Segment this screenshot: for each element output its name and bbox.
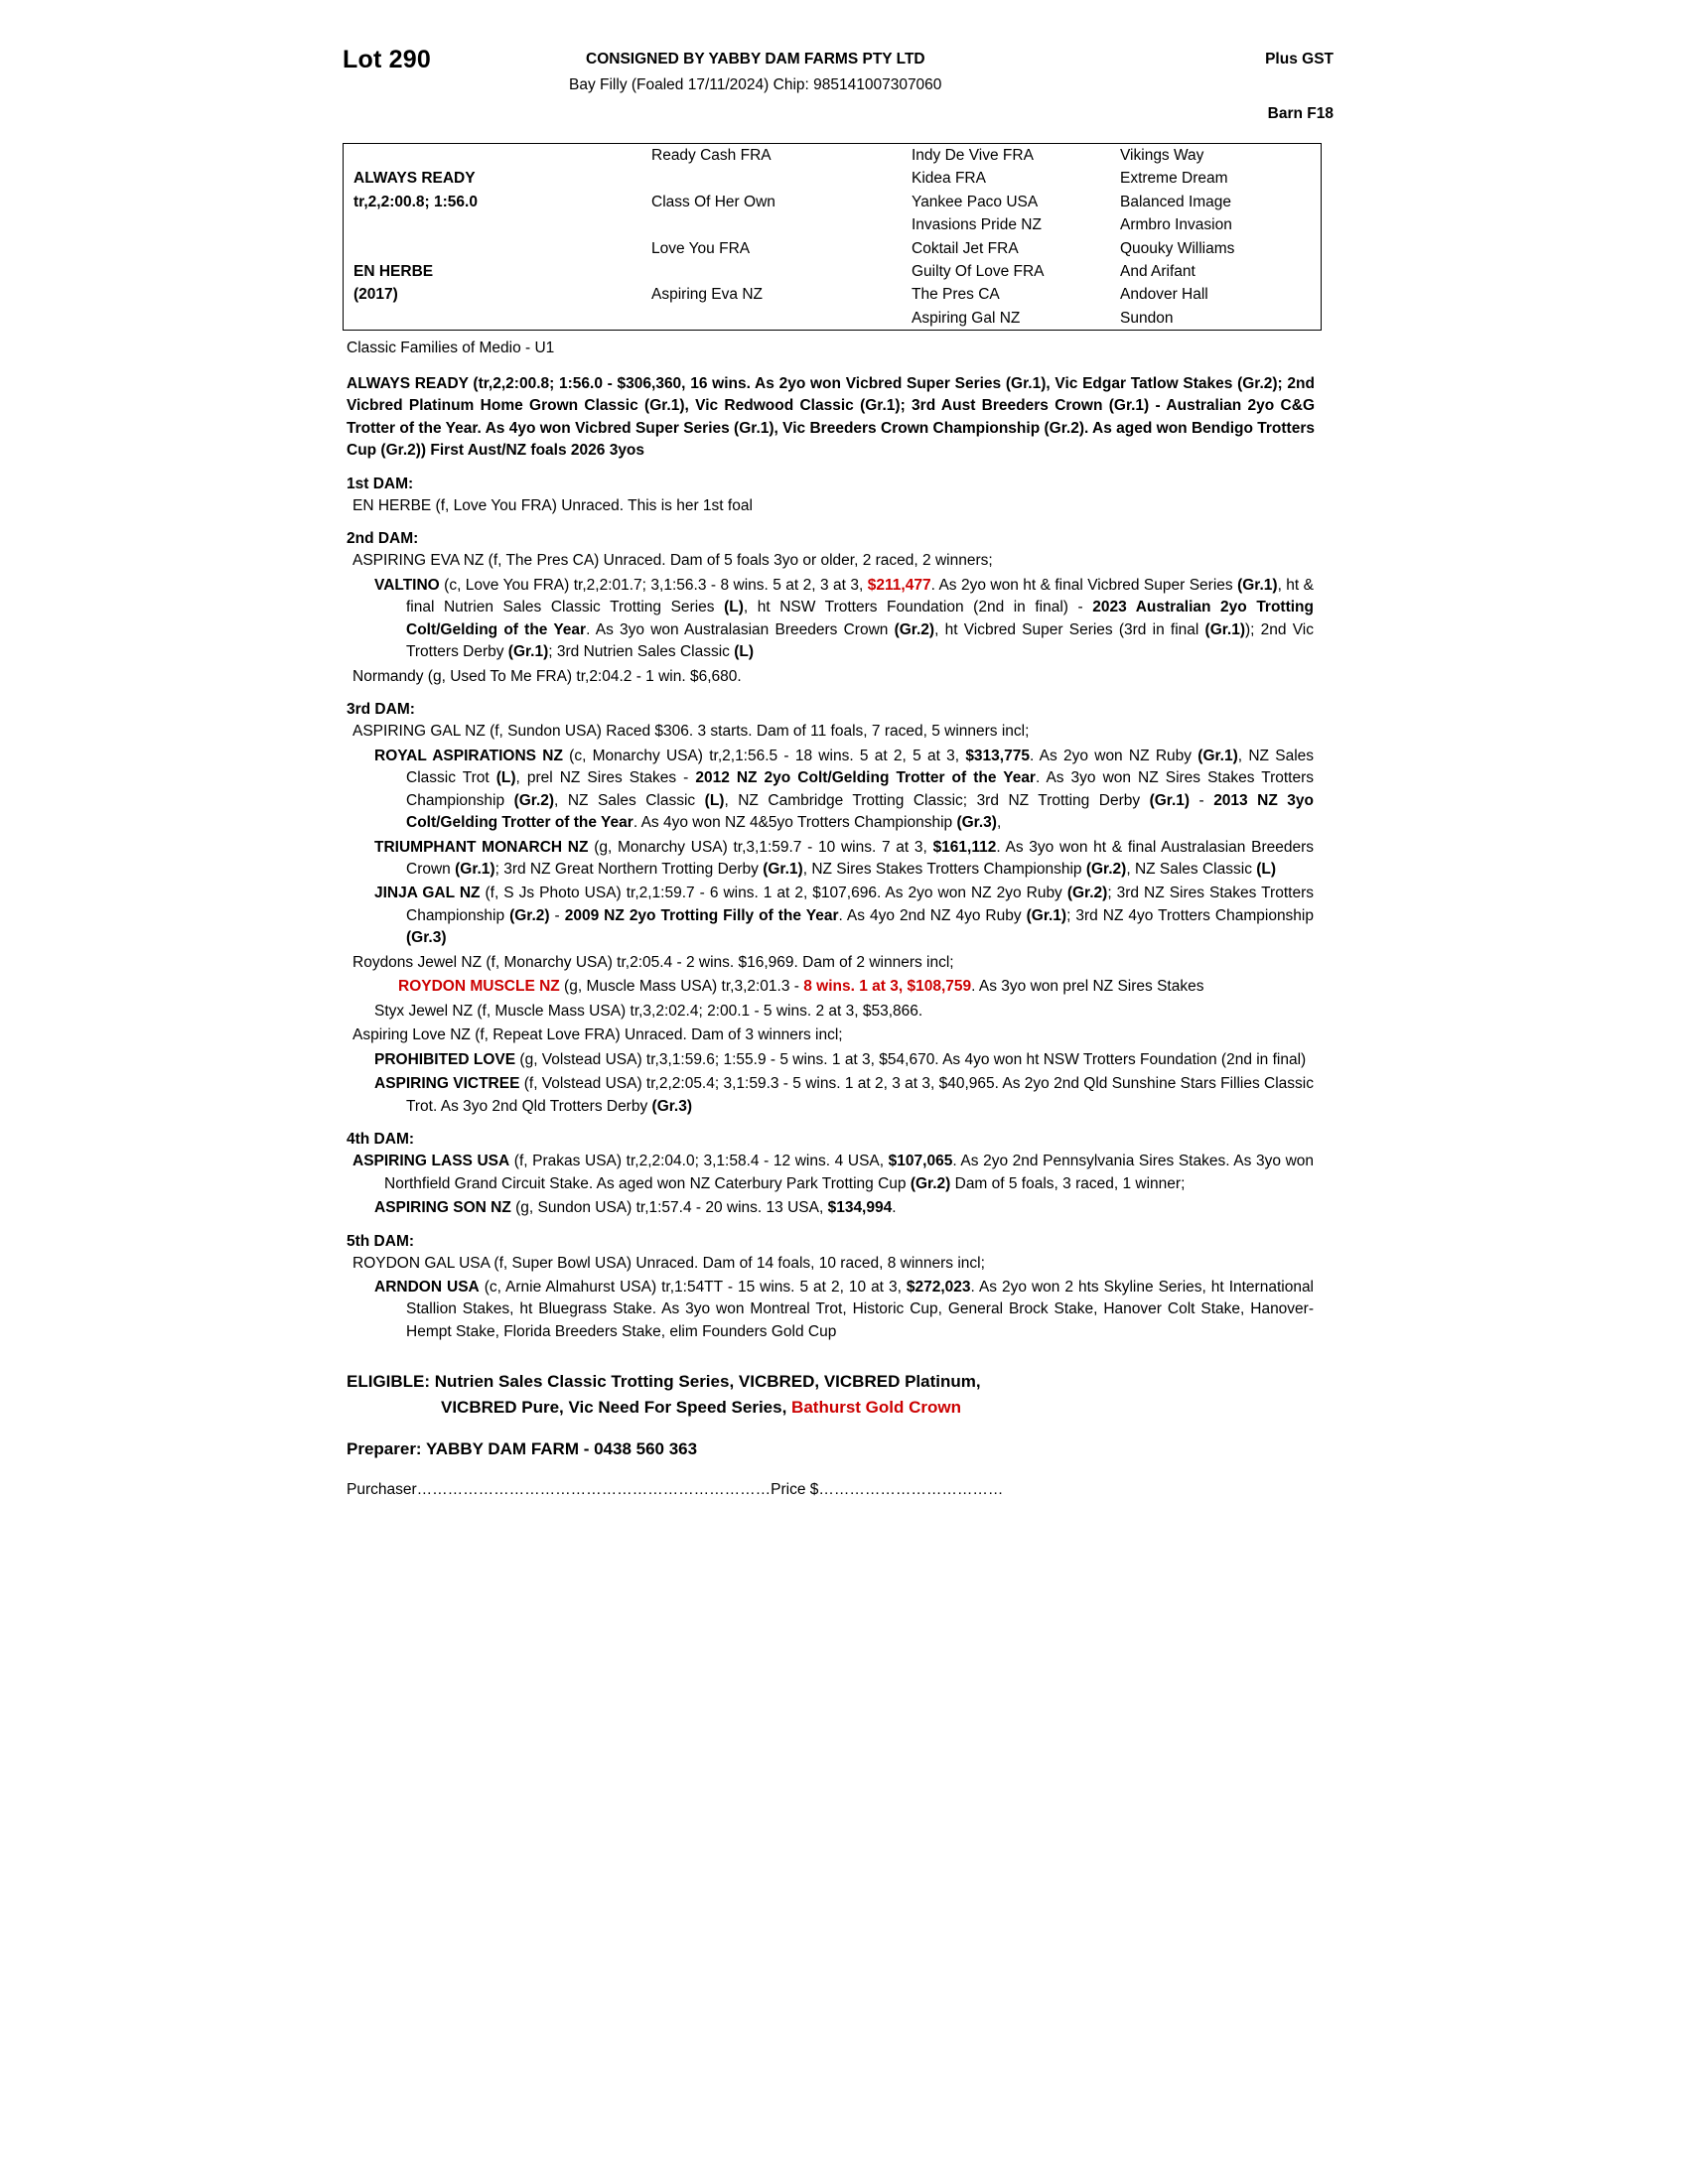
first-dam-heading: 1st DAM: (347, 475, 414, 492)
pedigree-cell-gen4: Vikings Way (1120, 147, 1204, 164)
progeny-aspiring-victree: ASPIRING VICTREE (f, Volstead USA) tr,2,2:05.4; 3,1:59.3 - 5 wins. 1 at 2, 3 at 3, $40,965. As 2yo 2nd Qld Sunshine Stars Fillies Classic Trot. As 3yo 2nd Qld Trotters Derby (Gr.3) (374, 1075, 1314, 1115)
pedigree-cell-gen2: Love You FRA (651, 239, 751, 257)
price-label: Price $ (771, 1481, 819, 1499)
fifth-dam-text: ROYDON GAL USA (f, Super Bowl USA) Unraced. Dam of 14 foals, 10 raced, 8 winners incl; (352, 1254, 985, 1272)
second-dam-heading: 2nd DAM: (347, 530, 419, 548)
fourth-dam-heading: 4th DAM: (347, 1131, 415, 1149)
pedigree-cell-gen2 (641, 167, 902, 190)
pedigree-cell-gen2: Ready Cash FRA (651, 147, 772, 164)
progeny-valtino: VALTINO (c, Love You FRA) tr,2,2:01.7; 3,1:56.3 - 8 wins. 5 at 2, 3 at 3, $211,477. As 2yo won ht & final Vicbred Super Series (Gr.1), ht & final Nutrien Sales Classic Trotting Series (L), ht NSW Trotters Foundation (2nd in final) - 2023 Australian 2yo Trotting Colt/Gelding of the Year. As 3yo won Australasian Breeders Crown (Gr.2), ht Vicbred Super Series (3rd in final (Gr.1)); 2nd Vic Trotters Derby (Gr.1); 3rd Nutrien Sales Classic (L) (374, 576, 1314, 661)
table-row (344, 191, 1348, 213)
pedigree-cell-sire-line: tr,2,2:00.8; 1:56.0 (353, 193, 478, 210)
pedigree-cell-gen3: Aspiring Gal NZ (912, 309, 1021, 327)
pedigree-cell-gen2 (641, 213, 902, 236)
pedigree-cell-gen3: Guilty Of Love FRA (912, 262, 1045, 280)
pedigree-cell-gen4: Armbro Invasion (1120, 216, 1232, 234)
pedigree-cell-dam-line (344, 307, 641, 330)
progeny-jinja-gal: JINJA GAL NZ (f, S Js Photo USA) tr,2,1:59.7 - 6 wins. 1 at 2, $107,696. As 2yo won NZ 2yo Ruby (Gr.2); 3rd NZ Sires Stakes Trotters Championship (Gr.2) - 2009 NZ 2yo Trotting Filly of the Year. As 4yo 2nd NZ 4yo Ruby (Gr.1); 3rd NZ 4yo Trotters Championship (Gr.3) (374, 885, 1314, 947)
purchaser-line (347, 1481, 1345, 1499)
progeny-name: ROYAL ASPIRATIONS NZ (374, 747, 563, 764)
progeny-aspiring-love: Aspiring Love NZ (f, Repeat Love FRA) Unraced. Dam of 3 winners incl; (352, 1026, 843, 1044)
progeny-name: ASPIRING VICTREE (374, 1075, 520, 1093)
fifth-dam-heading: 5th DAM: (347, 1232, 415, 1250)
progeny-aspiring-son: ASPIRING SON NZ (g, Sundon USA) tr,1:57.4 - 20 wins. 13 USA, $134,994. (374, 1199, 897, 1217)
table-row (344, 167, 1348, 190)
earnings-highlight: $211,477 (867, 576, 931, 594)
lot-number: Lot 290 (343, 46, 431, 73)
pedigree-cell-gen3: Coktail Jet FRA (912, 239, 1019, 257)
progeny-name: VALTINO (374, 576, 440, 594)
table-row (344, 283, 1348, 306)
first-dam-text: EN HERBE (f, Love You FRA) Unraced. This is her 1st foal (352, 496, 753, 514)
progeny-name: TRIUMPHANT MONARCH NZ (374, 838, 589, 856)
barn-label: Barn F18 (1267, 105, 1334, 122)
progeny-name: ASPIRING LASS USA (352, 1153, 510, 1170)
pedigree-cell-dam-line: EN HERBE (353, 262, 434, 280)
progeny-name: ARNDON USA (374, 1279, 480, 1296)
third-dam-heading: 3rd DAM: (347, 701, 415, 719)
pedigree-cell-gen4: Extreme Dream (1120, 170, 1228, 188)
progeny-name: PROHIBITED LOVE (374, 1050, 516, 1068)
earnings-highlight: 8 wins. 1 at 3, $108,759 (803, 978, 972, 996)
classic-families-line: Classic Families of Medio - U1 (347, 340, 555, 356)
eligible-line-1: ELIGIBLE: Nutrien Sales Classic Trotting Series, VICBRED, VICBRED Platinum, (347, 1372, 981, 1392)
progeny-aspiring-lass: ASPIRING LASS USA (f, Prakas USA) tr,2,2:04.0; 3,1:58.4 - 12 wins. 4 USA, $107,065. As 2yo 2nd Pennsylvania Sires Stakes. As 3yo won Northfield Grand Circuit Stake. As aged won NZ Caterbury Park Trotting Cup (Gr.2) Dam of 5 foals, 3 raced, 1 winner; (352, 1153, 1315, 1192)
progeny-styx-jewel: Styx Jewel NZ (f, Muscle Mass USA) tr,3,2:02.4; 2:00.1 - 5 wins. 2 at 3, $53,866. (374, 1002, 923, 1020)
progeny-triumphant-monarch: TRIUMPHANT MONARCH NZ (g, Monarchy USA) tr,3,1:59.7 - 10 wins. 7 at 3, $161,112. As 3yo won ht & final Australasian Breeders Crown (Gr.1); 3rd NZ Great Northern Trotting Derby (Gr.1), NZ Sires Stakes Trotters Championship (Gr.2), NZ Sales Classic (L) (374, 838, 1315, 878)
pedigree-cell-dam-line (344, 237, 641, 260)
table-row (344, 307, 1348, 330)
pedigree-cell-gen3: The Pres CA (912, 286, 1000, 304)
consignor-line: CONSIGNED BY YABBY DAM FARMS PTY LTD (586, 51, 925, 68)
pedigree-cell-gen4: Quouky Williams (1120, 239, 1235, 257)
page-header (343, 42, 1345, 131)
preparer-line: Preparer: YABBY DAM FARM - 0438 560 363 (347, 1439, 698, 1459)
pedigree-cell-gen2: Aspiring Eva NZ (651, 286, 763, 304)
plus-gst-label: Plus GST (1265, 51, 1334, 68)
progeny-royal-aspirations: ROYAL ASPIRATIONS NZ (c, Monarchy USA) tr,2,1:56.5 - 18 wins. 5 at 2, 5 at 3, $313,775. As 2yo won NZ Ruby (Gr.1), NZ Sales Classic Trot (L), prel NZ Sires Stakes - 2012 NZ 2yo Colt/Gelding Trotter of the Year. As 3yo won NZ Sires Stakes Trotters Championship (Gr.2), NZ Sales Classic (L), NZ Cambridge Trotting Classic; 3rd NZ Trotting Derby (Gr.1) - 2013 NZ 3yo Colt/Gelding Trotter of the Year. As 4yo won NZ 4&5yo Trotters Championship (Gr.3), (374, 747, 1315, 832)
third-dam-text: ASPIRING GAL NZ (f, Sundon USA) Raced $306. 3 starts. Dam of 11 foals, 7 raced, 5 winners incl; (352, 723, 1030, 741)
pedigree-table (343, 143, 1322, 331)
sire-performance-block: ALWAYS READY (tr,2,2:00.8; 1:56.0 - $306,360, 16 wins. As 2yo won Vicbred Super Series (Gr.1), Vic Edgar Tatlow Stakes (Gr.2); 2nd Vicbred Platinum Home Grown Classic (Gr.1), Vic Redwood Classic (Gr.1); 3rd Aust Breeders Crown (Gr.1) - Australian 2yo C&G Trotter of the Year. As 4yo won Vicbred Super Series (Gr.1), Vic Breeders Crown Championship (Gr.2). As aged won Bendigo Trotters Cup (Gr.2)) First Aust/NZ foals 2026 3yos (347, 375, 1315, 460)
second-dam-text: ASPIRING EVA NZ (f, The Pres CA) Unraced. Dam of 5 foals 3yo or older, 2 raced, 2 winners; (352, 552, 993, 570)
pedigree-cell-gen4: Andover Hall (1120, 286, 1208, 304)
pedigree-cell-gen3: Indy De Vive FRA (912, 147, 1034, 164)
progeny-roydon-muscle: ROYDON MUSCLE NZ (g, Muscle Mass USA) tr,3,2:01.3 - 8 wins. 1 at 3, $108,759. As 3yo won prel NZ Sires Stakes (398, 978, 1204, 996)
pedigree-cell-sire-line (344, 213, 641, 236)
progeny-arndon: ARNDON USA (c, Arnie Almahurst USA) tr,1:54TT - 15 wins. 5 at 2, 10 at 3, $272,023. As 2yo won 2 hts Skyline Series, ht International Stallion Stakes, ht Bluegrass Stake. As 3yo won Montreal Trot, Historic Cup, General Brock Stake, Hanover Colt Stake, Hanover-Hempt Stake, Florida Breeders Stake, elim Founders Gold Cup (374, 1279, 1315, 1340)
table-row (344, 144, 1348, 167)
progeny-name: ROYDON MUSCLE NZ (398, 978, 560, 996)
pedigree-cell-sire-line: ALWAYS READY (353, 170, 476, 188)
horse-description: Bay Filly (Foaled 17/11/2024) Chip: 985141007307060 (569, 76, 942, 93)
pedigree-cell-gen3: Yankee Paco USA (912, 193, 1039, 210)
pedigree-cell-gen4: And Arifant (1120, 262, 1196, 280)
table-row (344, 237, 1348, 260)
pedigree-cell-dam-line: (2017) (353, 286, 398, 304)
progeny-name: ASPIRING SON NZ (374, 1199, 511, 1217)
pedigree-cell-gen2 (641, 307, 902, 330)
pedigree-cell-gen2: Class Of Her Own (651, 193, 775, 210)
eligible-block (347, 1369, 1310, 1420)
page-content (343, 42, 1345, 1499)
table-row (344, 213, 1348, 236)
progeny-roydons-jewel: Roydons Jewel NZ (f, Monarchy USA) tr,2:05.4 - 2 wins. $16,969. Dam of 2 winners incl; (352, 953, 954, 971)
pedigree-cell-gen4: Sundon (1120, 309, 1174, 327)
purchaser-dots: …………………………………………………………… (416, 1481, 772, 1499)
progeny-name: JINJA GAL NZ (374, 885, 481, 902)
progeny-prohibited-love: PROHIBITED LOVE (g, Volstead USA) tr,3,1:59.6; 1:55.9 - 5 wins. 1 at 3, $54,670. As 4yo won ht NSW Trotters Foundation (2nd in final) (374, 1050, 1307, 1068)
pedigree-cell-gen4: Balanced Image (1120, 193, 1232, 210)
price-dots: ……………………………… (818, 1481, 1004, 1499)
eligible-line-2: VICBRED Pure, Vic Need For Speed Series, Bathurst Gold Crown (441, 1397, 961, 1417)
pedigree-cell-gen3: Invasions Pride NZ (912, 216, 1042, 234)
progeny-normandy: Normandy (g, Used To Me FRA) tr,2:04.2 - 1 win. $6,680. (352, 667, 742, 685)
table-row (344, 260, 1348, 283)
eligible-highlight: Bathurst Gold Crown (791, 1397, 961, 1417)
pedigree-cell-sire-line (344, 144, 641, 167)
pedigree-cell-gen3: Kidea FRA (912, 170, 986, 188)
pedigree-cell-gen2 (641, 260, 902, 283)
purchaser-label: Purchaser (347, 1481, 417, 1499)
